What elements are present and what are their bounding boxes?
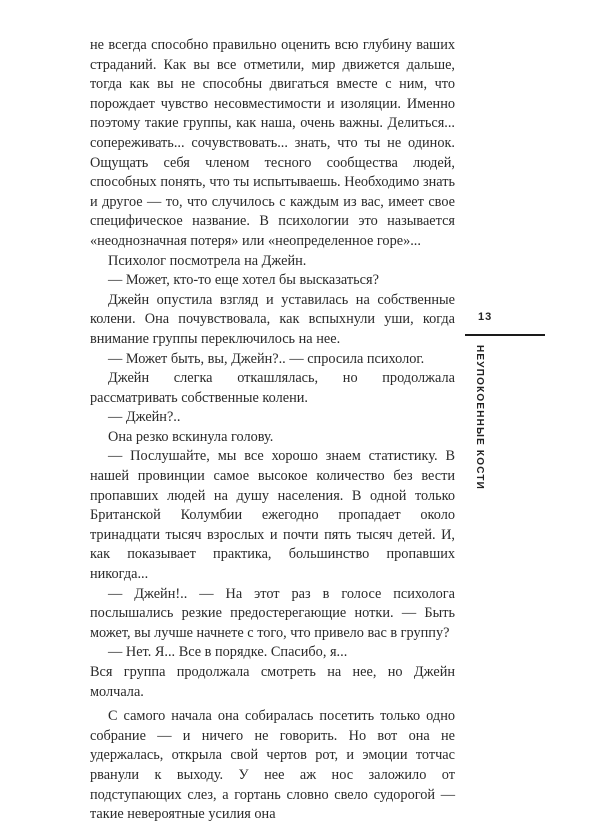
running-title: НЕУПОКОЕННЫЕ КОСТИ — [474, 345, 485, 491]
body-text — [90, 36, 455, 825]
paragraph: — Может быть, вы, Джейн?.. — спросила психолог. — [108, 350, 425, 367]
paragraph: — Джейн!.. — На этот раз в голосе психолога послышались резкие предостерегающие нотки. — Быть может, вы лучше начнете с того, что привело вас в группу? — [90, 585, 455, 641]
paragraph: — Нет. Я... Все в порядке. Спасибо, я... — [108, 644, 348, 661]
paragraph: Психолог посмотрела на Джейн. — [108, 252, 307, 269]
divider-rule — [465, 334, 545, 336]
paragraph: С самого начала она собиралась посетить только одно собрание — и ничего не говорить. Но вот она не удержалась, открыла свой чертов рот, и эмоции тотчас рванули к выходу. У нее аж нос заложило от подступающих слез, а гортань словно свело судорогой — такие невероятные усилия она — [90, 708, 455, 823]
paragraph: — Может, кто-то еще хотел бы высказаться? — [108, 272, 379, 289]
paragraph: Вся группа продолжала смотреть на нее, но Джейн молчала. — [90, 664, 455, 700]
paragraph: не всегда способно правильно оценить всю глубину ваших страданий. Как вы все отметили, мир движется дальше, тогда как вы не способны двигаться вместе с ним, что порождает чувство несовместимости и изоляции. Именно поэтому такие группы, как наша, очень важны. Делиться... сопереживать... сочувствовать... знать, что ты не одинок. Ощущать себя членом тесного сообщества людей, способных понять, что ты испытываешь. Необходимо знать и другое — то, что случилось с каждым из вас, имеет свое специфическое название. В психологии это называется «неоднозначная потеря» или «неопределенное горе»... — [90, 37, 455, 249]
page-number: 13 — [478, 311, 493, 323]
paragraph: — Джейн?.. — [108, 409, 181, 426]
paragraph: Она резко вскинула голову. — [108, 428, 274, 445]
paragraph: — Послушайте, мы все хорошо знаем статистику. В нашей провинции самое высокое количество без вести пропавших людей на душу населения. В одной только Британской Колумбии ежегодно пропадает около тринадцати тысяч взрослых и почти пять тысяч детей. И, как показывает практика, большинство пропавших никогда... — [90, 448, 455, 583]
paragraph: Джейн слегка откашлялась, но продолжала рассматривать собственные колени. — [90, 370, 455, 406]
paragraph: Джейн опустила взгляд и уставилась на собственные колени. Она почувствовала, как вспыхнули уши, когда внимание группы переключилось на нее. — [90, 291, 455, 347]
